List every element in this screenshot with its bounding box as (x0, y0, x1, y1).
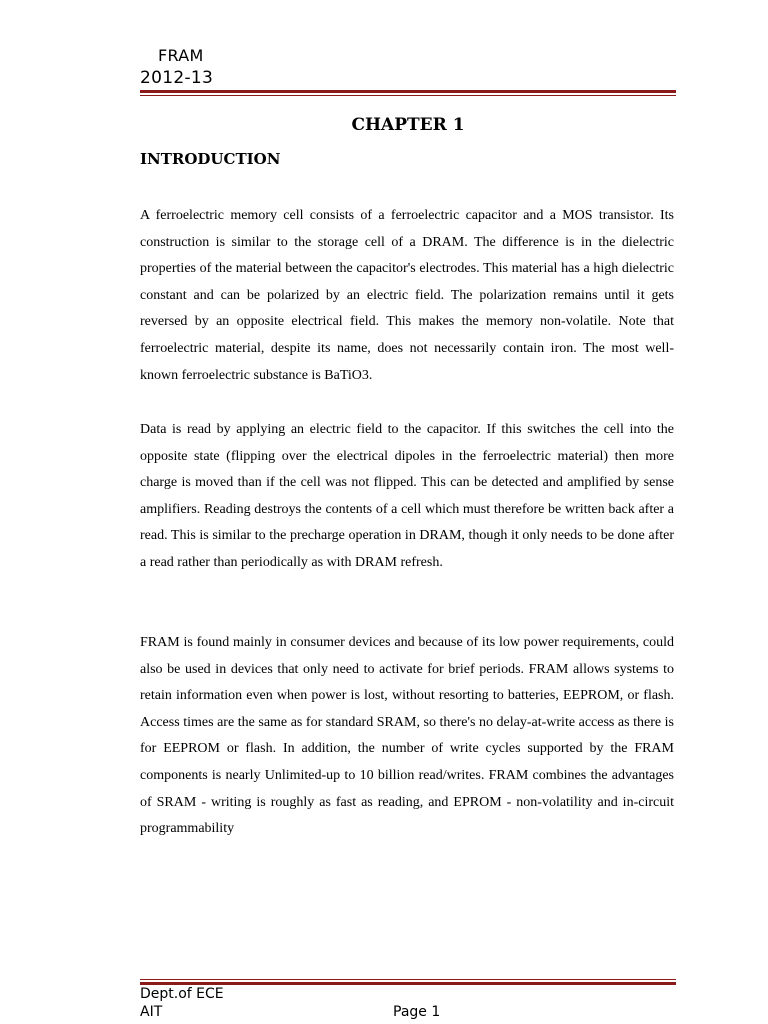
chapter-heading: CHAPTER 1 (351, 115, 465, 135)
header-year: 2012-13 (140, 68, 214, 88)
section-heading: INTRODUCTION (140, 150, 281, 168)
header-rule-thick (140, 90, 676, 93)
footer-rule-thick (140, 982, 676, 985)
paragraph-2: Data is read by applying an electric field to the capacitor. If this switches the cell into the opposite state (flipping over the electrical dipoles in the ferroelectric material) then more charge is moved than if the cell was not flipped. This can be detected and amplified by sense amplifiers. Reading destroys the contents of a cell which must therefore be written back after a read. This is similar to the precharge operation in DRAM, though it only needs to be done after a read rather than periodically as with DRAM refresh. (140, 422, 674, 570)
paragraph-1: A ferroelectric memory cell consists of a ferroelectric capacitor and a MOS transistor. Its construction is similar to the storage cell of a DRAM. The difference is in the dielectric properties of the material between the capacitor's electrodes. This material has a high dielectric constant and can be polarized by an electric field. The polarization remains until it gets reversed by an opposite electrical field. This makes the memory non-volatile. Note that ferroelectric material, despite its name, does not necessarily contain iron. The most well-known ferroelectric substance is BaTiO3. (140, 208, 674, 383)
header-rule-thin (140, 95, 676, 96)
footer-page-number: Page 1 (393, 1004, 441, 1020)
paragraph-3: FRAM is found mainly in consumer devices and because of its low power requirements, could also be used in devices that only need to activate for brief periods. FRAM allows systems to retain information even when power is lost, without resorting to batteries, EEPROM, or flash. Access times are the same as for standard SRAM, so there's no delay-at-write access as there is for EEPROM or flash. In addition, the number of write cycles supported by the FRAM components is nearly Unlimited-up to 10 billion read/writes. FRAM combines the advantages of SRAM - writing is roughly as fast as reading, and EPROM - non-volatility and in-circuit programmability (140, 635, 674, 837)
footer-dept: Dept.of ECE (140, 986, 224, 1002)
footer-rule-thin (140, 979, 676, 980)
header-title: FRAM (158, 46, 204, 65)
footer-institute: AIT (140, 1004, 163, 1020)
